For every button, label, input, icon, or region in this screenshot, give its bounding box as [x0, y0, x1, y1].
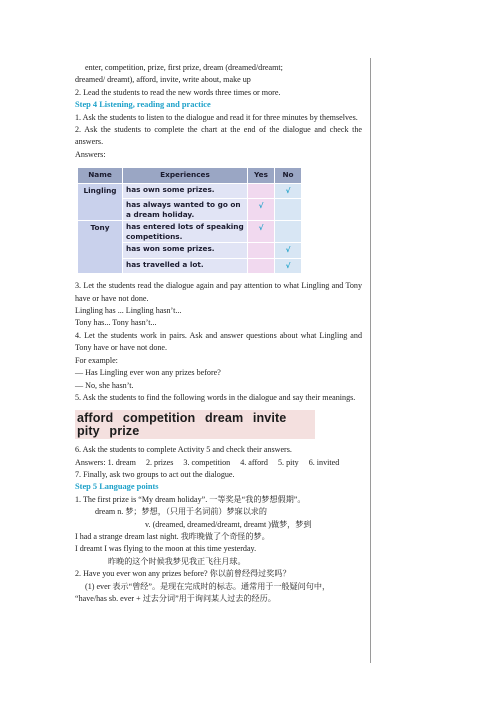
lesson-plan-body: [75, 62, 362, 605]
point2-note-2: “have/has sb. ever + 过去分词”用于询问某人过去的经历。: [75, 594, 276, 603]
chart-yes-cell: √: [248, 221, 275, 243]
step4-item-1: 1. Ask the students to listen to the dialogue and read it for three minutes by themselves.: [75, 112, 358, 122]
chart-row: [78, 183, 302, 198]
chart-no-cell: √: [275, 243, 302, 258]
column-rule: [370, 58, 371, 663]
vocab-word: dream: [204, 411, 244, 426]
step4-item-6: 6. Ask the students to complete Activity 5 and check their answers.: [75, 445, 292, 455]
chart-yes-cell: [248, 258, 275, 273]
point1-example-1: I had a strange dream last night. 我昨晚做了个奇怪的梦。: [75, 531, 270, 541]
chart-header-experiences: Experiences: [123, 168, 248, 183]
vocab-word: pity: [77, 423, 100, 438]
chart-no-cell: [275, 221, 302, 243]
chart-experience: has own some prizes.: [123, 183, 248, 198]
activity5-answers: [75, 457, 362, 469]
step4-item-4: 4. Let the students work in pairs. Ask and answer questions about what Lingling and Tony have or have not done.: [75, 330, 362, 353]
answer-item: 2. prizes: [145, 457, 174, 467]
lingling-prompt: Lingling has ... Lingling hasn’t...: [75, 306, 182, 316]
step4-item-2: 2. Ask the students to complete the chart at the end of the dialogue and check the answers.: [75, 125, 362, 147]
step4-item-3: 3. Let the students read the dialogue again and pay attention to what Lingling and Tony have or have not done.: [75, 281, 362, 303]
vocab-word: invite: [252, 411, 287, 426]
vocabulary-box: [75, 410, 315, 439]
step4-heading: Step 4 Listening, reading and practice: [75, 100, 211, 110]
chart-no-cell: √: [275, 183, 302, 198]
chart-no-cell: √: [275, 258, 302, 273]
vocab-line-1: enter, competition, prize, first prize, dream (dreamed/dreamt;: [85, 63, 283, 72]
chart-row: [78, 221, 302, 243]
answer-item: 6. invited: [308, 457, 340, 467]
chart-experience: has won some prizes.: [123, 243, 248, 258]
vocab-line-2: dreamed/ dreamt), afford, invite, write about, make up: [75, 75, 251, 85]
vocab-word: competition: [122, 411, 196, 426]
point1-verb-definition: v. (dreamed, dreamed/dreamt, dreamt )做梦，梦到: [145, 519, 312, 529]
example-answer: — No, she hasn’t.: [75, 380, 134, 390]
example-question: — Has Lingling ever won any prizes before?: [75, 368, 221, 378]
experience-chart: [77, 167, 302, 274]
chart-header-yes: Yes: [248, 168, 275, 183]
point1: 1. The first prize is “My dream holiday”. 一等奖是“我的梦想假期”。: [75, 494, 306, 504]
step4-item-5: 5. Ask the students to find the following words in the dialogue and say their meanings.: [75, 392, 356, 402]
chart-no-cell: [275, 199, 302, 221]
answer-item: 4. afford: [240, 457, 268, 467]
vocab-word: afford: [77, 411, 114, 426]
point1-example-2: I dreamt I was flying to the moon at this time yesterday.: [75, 544, 257, 554]
chart-yes-cell: √: [248, 199, 275, 221]
chart-experience: has always wanted to go on a dream holiday.: [123, 199, 248, 221]
point1-noun-definition: dream n. 梦；梦想，（只用于名词前）梦寐以求的: [95, 507, 267, 517]
chart-header-no: No: [275, 168, 302, 183]
chart-header-name: Name: [78, 168, 123, 183]
vocab-word: prize: [109, 423, 140, 438]
chart-yes-cell: [248, 243, 275, 258]
point2-note-1: (1) ever 表示“曾经”。是现在完成时的标志。通常用于一般疑问句中，: [85, 581, 331, 591]
step5-heading: Step 5 Language points: [75, 482, 159, 492]
point1-example-2-translation: 昨晚的这个时候我梦见我正飞往月球。: [108, 556, 246, 566]
answer-item: 3. competition: [183, 457, 231, 467]
chart-experience: has travelled a lot.: [123, 258, 248, 273]
lead-instruction: 2. Lead the students to read the new words three times or more.: [75, 87, 281, 97]
chart-name-tony: Tony: [78, 221, 123, 274]
chart-header-row: [78, 168, 302, 183]
answers-label: Answers:: [75, 149, 106, 159]
example-label: For example:: [75, 355, 118, 365]
answer-item: 5. pity: [277, 457, 299, 467]
chart-name-lingling: Lingling: [78, 183, 123, 221]
answer-item: Answers: 1. dream: [75, 457, 136, 467]
step4-item-7: 7. Finally, ask two groups to act out the dialogue.: [75, 469, 235, 479]
chart-experience: has entered lots of speaking competitions.: [123, 221, 248, 243]
point2: 2. Have you ever won any prizes before? 你以前曾经得过奖吗？: [75, 569, 291, 579]
tony-prompt: Tony has... Tony hasn’t...: [75, 318, 157, 328]
chart-yes-cell: [248, 183, 275, 198]
